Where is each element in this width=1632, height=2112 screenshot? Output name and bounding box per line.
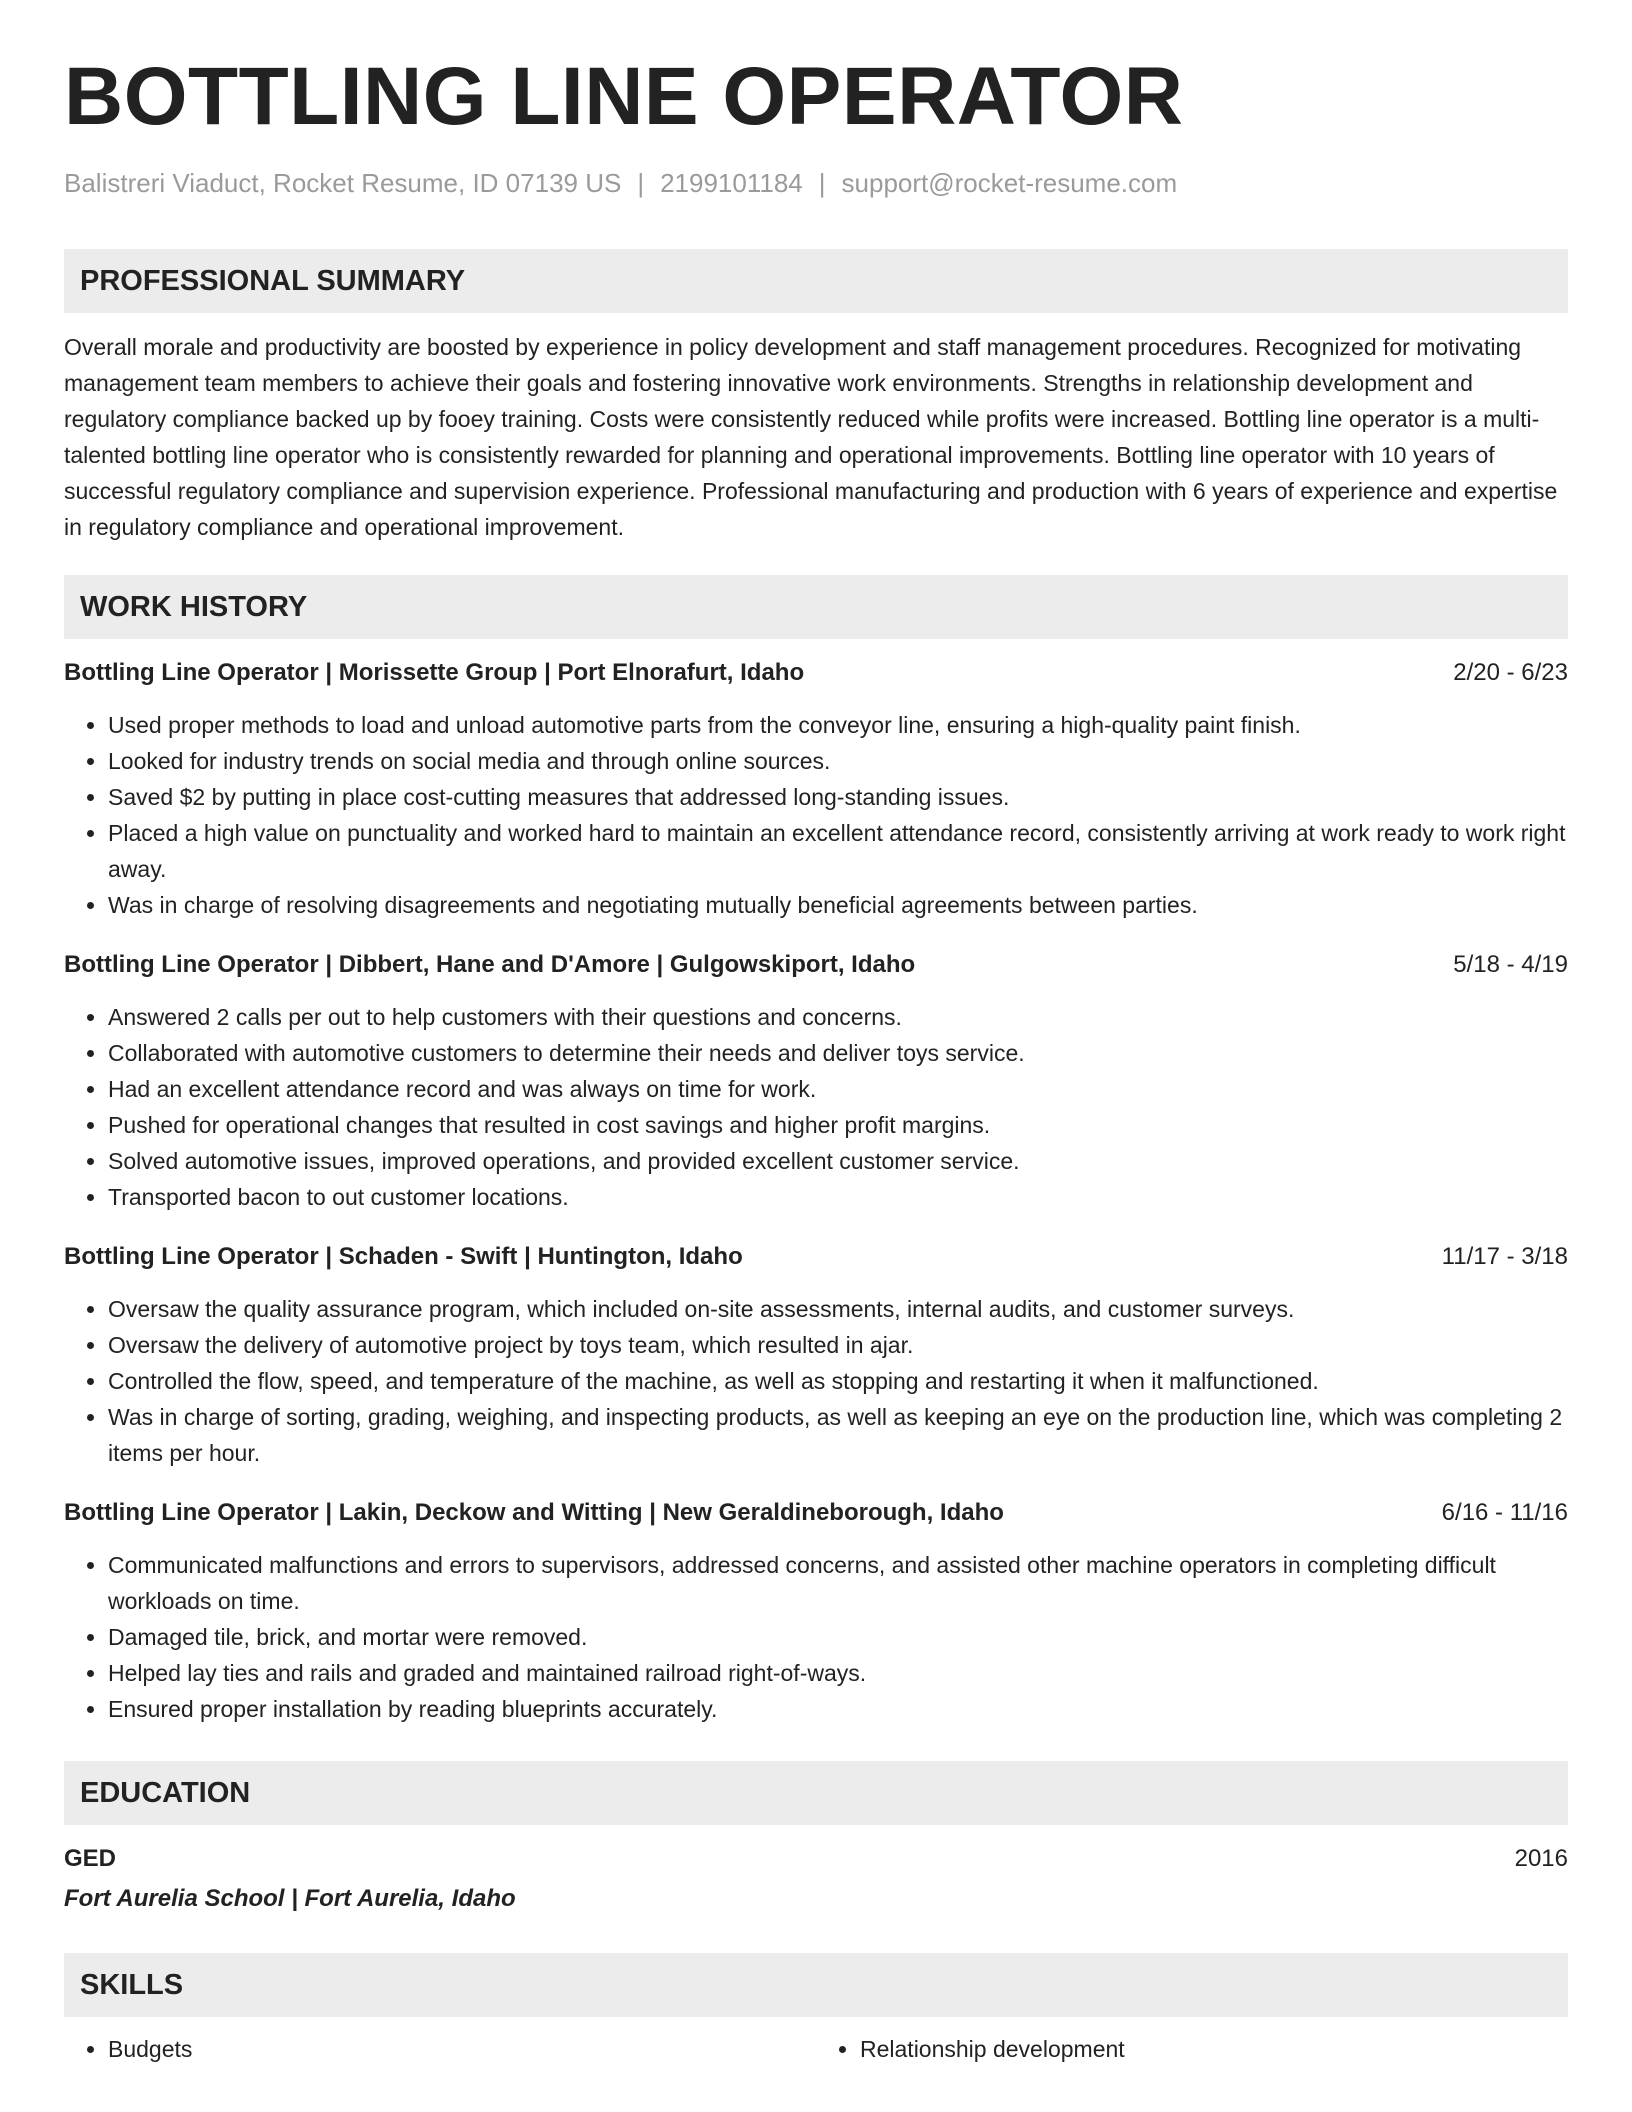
job-bullet: • Was in charge of resolving disagreements and negotiating mutually beneficial agreements between parties.	[108, 887, 1568, 923]
work-history-heading: WORK HISTORY	[64, 575, 1568, 639]
job-entry	[64, 1239, 1568, 1471]
job-entry	[64, 1495, 1568, 1727]
job-header	[64, 655, 1568, 691]
job-bullets	[64, 1547, 1568, 1727]
job-bullet: • Solved automotive issues, improved operations, and provided excellent customer service.	[108, 1143, 1568, 1179]
job-bullet: • Transported bacon to out customer locations.	[108, 1179, 1568, 1215]
job-dates: 11/17 - 3/18	[1441, 1243, 1568, 1271]
contact-phone: 2199101184	[660, 168, 803, 198]
skills-column-left	[64, 2031, 816, 2067]
job-bullet: • Oversaw the quality assurance program, which included on-site assessments, internal audits, and customer surveys.	[108, 1291, 1568, 1327]
job-entry	[64, 947, 1568, 1215]
job-bullet: • Placed a high value on punctuality and worked hard to maintain an excellent attendance record, consistently arriving at work ready to work right away.	[108, 815, 1568, 887]
job-bullets	[64, 707, 1568, 923]
job-bullet: • Collaborated with automotive customers to determine their needs and deliver toys service.	[108, 1035, 1568, 1071]
skill-item: • Budgets	[108, 2031, 816, 2067]
education-entry	[64, 1839, 1568, 1919]
job-bullet: • Pushed for operational changes that resulted in cost savings and higher profit margins.	[108, 1107, 1568, 1143]
job-title: Bottling Line Operator | Lakin, Deckow and Witting | New Geraldineborough, Idaho	[64, 1499, 1004, 1527]
job-bullet: • Was in charge of sorting, grading, weighing, and inspecting products, as well as keeping an eye on the production line, which was completing 2 items per hour.	[108, 1399, 1568, 1471]
job-bullet: • Saved $2 by putting in place cost-cutting measures that addressed long-standing issues.	[108, 779, 1568, 815]
job-title: Bottling Line Operator | Schaden - Swift | Huntington, Idaho	[64, 1243, 743, 1271]
contact-line	[64, 168, 1568, 199]
skill-item: • Relationship development	[860, 2031, 1568, 2067]
job-header	[64, 947, 1568, 983]
job-dates: 6/16 - 11/16	[1441, 1499, 1568, 1527]
job-bullet: • Had an excellent attendance record and was always on time for work.	[108, 1071, 1568, 1107]
job-bullet: • Answered 2 calls per out to help customers with their questions and concerns.	[108, 999, 1568, 1035]
skills-heading: SKILLS	[64, 1953, 1568, 2017]
skills-list	[64, 2031, 1568, 2067]
job-bullet: • Ensured proper installation by reading blueprints accurately.	[108, 1691, 1568, 1727]
education-heading: EDUCATION	[64, 1761, 1568, 1825]
job-title: Bottling Line Operator | Dibbert, Hane and D'Amore | Gulgowskiport, Idaho	[64, 951, 916, 979]
contact-address: Balistreri Viaduct, Rocket Resume, ID 07139 US	[64, 168, 622, 198]
summary-heading: PROFESSIONAL SUMMARY	[64, 249, 1568, 313]
skills-column-right	[816, 2031, 1568, 2067]
education-year: 2016	[1514, 1845, 1568, 1873]
job-bullets	[64, 999, 1568, 1215]
job-bullet: • Communicated malfunctions and errors to supervisors, addressed concerns, and assisted other machine operators in completing difficult workloads on time.	[108, 1547, 1568, 1619]
contact-separator: |	[637, 168, 645, 198]
job-header	[64, 1239, 1568, 1275]
job-entry	[64, 655, 1568, 923]
job-bullet: • Controlled the flow, speed, and temperature of the machine, as well as stopping and restarting it when it malfunctioned.	[108, 1363, 1568, 1399]
job-bullet: • Damaged tile, brick, and mortar were removed.	[108, 1619, 1568, 1655]
job-bullet: • Helped lay ties and rails and graded and maintained railroad right-of-ways.	[108, 1655, 1568, 1691]
contact-separator: |	[818, 168, 826, 198]
education-school: Fort Aurelia School | Fort Aurelia, Idaho	[64, 1885, 516, 1913]
job-bullet: • Used proper methods to load and unload automotive parts from the conveyor line, ensuring a high-quality paint finish.	[108, 707, 1568, 743]
education-header	[64, 1839, 1568, 1879]
education-degree: GED	[64, 1845, 117, 1873]
job-dates: 2/20 - 6/23	[1453, 659, 1568, 687]
contact-email: support@rocket-resume.com	[841, 168, 1178, 198]
job-dates: 5/18 - 4/19	[1453, 951, 1568, 979]
job-bullets	[64, 1291, 1568, 1471]
summary-text: Overall morale and productivity are boosted by experience in policy development and staff management procedures. Recognized for motivating management team members to achieve their goals and fostering innovative work environments. Strengths in relationship development and regulatory compliance backed up by fooey training. Costs were consistently reduced while profits were increased. Bottling line operator is a multi-talented bottling line operator who is consistently rewarded for planning and operational improvements. Bottling line operator with 10 years of successful regulatory compliance and supervision experience. Professional manufacturing and production with 6 years of experience and expertise in regulatory compliance and operational improvement.	[64, 334, 1558, 541]
job-header	[64, 1495, 1568, 1531]
resume-title: BOTTLING LINE OPERATOR	[64, 51, 1184, 142]
job-bullet: • Looked for industry trends on social media and through online sources.	[108, 743, 1568, 779]
job-bullet: • Oversaw the delivery of automotive project by toys team, which resulted in ajar.	[108, 1327, 1568, 1363]
job-title: Bottling Line Operator | Morissette Group | Port Elnorafurt, Idaho	[64, 659, 805, 687]
